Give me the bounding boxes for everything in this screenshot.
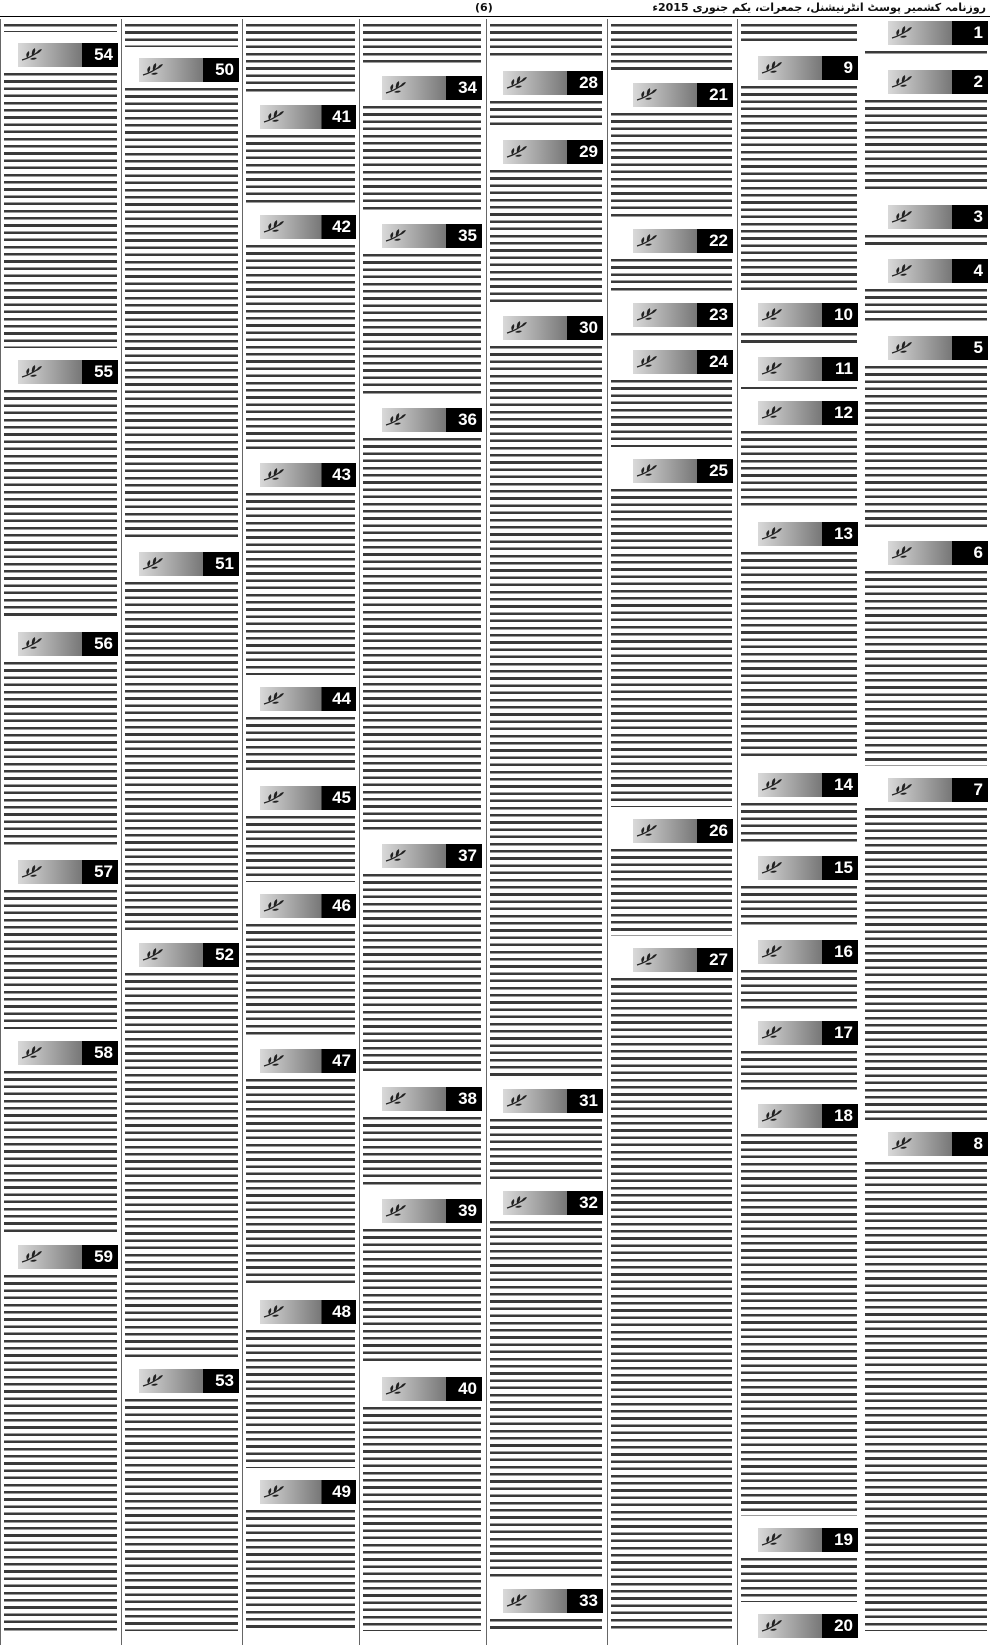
story-number-badge — [633, 948, 733, 972]
story-number: 16 — [834, 942, 853, 961]
story-number: 56 — [94, 634, 113, 653]
story-body-text — [865, 286, 987, 331]
story-number-badge — [260, 1049, 356, 1073]
story-number: 15 — [834, 858, 853, 877]
leaf-sprig-icon — [891, 73, 913, 91]
story-body-text — [490, 1616, 602, 1638]
page-header — [0, 0, 990, 17]
leaf-sprig-icon — [142, 1372, 164, 1390]
story-number-badge — [758, 1104, 858, 1128]
leaf-sprig-icon — [263, 1303, 285, 1321]
story-body-text — [611, 486, 732, 814]
story-body-text — [4, 70, 117, 355]
leaf-sprig-icon — [21, 863, 43, 881]
news-column — [0, 19, 120, 1645]
story-number-badge — [888, 778, 988, 802]
story-number-badge — [260, 1300, 356, 1324]
story-body-text — [125, 970, 238, 1364]
story-number: 29 — [579, 142, 598, 161]
story-number: 59 — [94, 1247, 113, 1266]
leaf-sprig-icon — [263, 1483, 285, 1501]
leaf-sprig-icon — [636, 822, 658, 840]
news-column — [242, 19, 358, 1645]
story-number: 19 — [834, 1530, 853, 1549]
story-body-text — [246, 921, 355, 1044]
story-number: 51 — [215, 554, 234, 573]
leaf-sprig-icon — [263, 108, 285, 126]
story-number-badge — [758, 357, 858, 381]
story-number: 50 — [215, 60, 234, 79]
leaf-sprig-icon — [385, 227, 407, 245]
story-number: 24 — [709, 352, 728, 371]
story-number-badge — [503, 1191, 603, 1215]
story-body-text — [246, 242, 355, 458]
story-number: 57 — [94, 862, 113, 881]
story-number-badge — [758, 401, 858, 425]
story-number: 43 — [332, 465, 351, 484]
story-number: 2 — [973, 72, 983, 91]
story-body-text — [246, 1327, 355, 1475]
story-number: 26 — [709, 821, 728, 840]
story-body-text — [490, 167, 602, 311]
story-body-text — [865, 568, 987, 773]
leaf-sprig-icon — [761, 1531, 783, 1549]
story-number: 25 — [709, 461, 728, 480]
story-number: 13 — [834, 524, 853, 543]
story-number-badge — [18, 1041, 118, 1065]
leaf-sprig-icon — [506, 1592, 528, 1610]
leaf-sprig-icon — [142, 555, 164, 573]
story-number-badge — [18, 860, 118, 884]
leaf-sprig-icon — [761, 404, 783, 422]
story-number: 27 — [709, 950, 728, 969]
story-number-badge — [633, 303, 733, 327]
story-number-badge — [139, 1369, 239, 1393]
leaf-sprig-icon — [761, 859, 783, 877]
leaf-sprig-icon — [761, 1024, 783, 1042]
story-number-badge — [888, 70, 988, 94]
story-number-badge — [260, 215, 356, 239]
story-body-text — [4, 887, 117, 1036]
leaf-sprig-icon — [761, 525, 783, 543]
story-number: 41 — [332, 107, 351, 126]
leaf-sprig-icon — [506, 143, 528, 161]
story-number: 8 — [973, 1134, 983, 1153]
story-number: 44 — [332, 689, 351, 708]
story-body-text — [4, 1272, 117, 1638]
leaf-sprig-icon — [636, 462, 658, 480]
leaf-sprig-icon — [761, 1107, 783, 1125]
story-number-badge — [260, 1480, 356, 1504]
story-number-badge — [758, 1021, 858, 1045]
leaf-sprig-icon — [891, 781, 913, 799]
story-body-text — [490, 1116, 602, 1186]
story-number: 39 — [458, 1201, 477, 1220]
story-body-text — [741, 800, 857, 851]
article-text-continued — [4, 21, 117, 39]
story-number: 42 — [332, 217, 351, 236]
story-body-text — [363, 103, 481, 219]
article-text-continued — [490, 21, 602, 67]
story-number-badge — [260, 687, 356, 711]
leaf-sprig-icon — [21, 363, 43, 381]
story-number-badge — [888, 21, 988, 45]
story-body-text — [611, 377, 732, 454]
story-number-badge — [382, 408, 482, 432]
story-body-text — [611, 330, 732, 345]
leaf-sprig-icon — [636, 306, 658, 324]
leaf-sprig-icon — [263, 690, 285, 708]
news-column — [737, 19, 860, 1645]
story-number-badge — [888, 336, 988, 360]
story-number: 36 — [458, 410, 477, 429]
story-number-badge — [503, 71, 603, 95]
story-body-text — [363, 251, 481, 403]
story-number: 21 — [709, 85, 728, 104]
leaf-sprig-icon — [891, 544, 913, 562]
story-number-badge — [382, 76, 482, 100]
story-number: 3 — [973, 207, 983, 226]
article-text-continued — [246, 21, 355, 101]
story-number-badge — [758, 773, 858, 797]
story-number: 33 — [579, 1591, 598, 1610]
story-body-text — [865, 1159, 987, 1638]
leaf-sprig-icon — [891, 339, 913, 357]
leaf-sprig-icon — [761, 360, 783, 378]
story-number-badge — [382, 1199, 482, 1223]
leaf-sprig-icon — [21, 1248, 43, 1266]
news-column — [862, 19, 990, 1645]
story-number-badge — [888, 259, 988, 283]
story-number-badge — [758, 303, 858, 327]
leaf-sprig-icon — [263, 897, 285, 915]
story-number-badge — [503, 1089, 603, 1113]
story-number: 35 — [458, 226, 477, 245]
story-number: 9 — [843, 58, 853, 77]
story-body-text — [741, 1555, 857, 1609]
news-column — [359, 19, 484, 1645]
leaf-sprig-icon — [891, 1135, 913, 1153]
story-body-text — [741, 549, 857, 768]
story-body-text — [246, 490, 355, 682]
leaf-sprig-icon — [385, 411, 407, 429]
leaf-sprig-icon — [761, 943, 783, 961]
story-body-text — [363, 1114, 481, 1194]
article-text-continued — [363, 21, 481, 72]
story-number-badge — [758, 1528, 858, 1552]
story-number: 28 — [579, 73, 598, 92]
story-number: 55 — [94, 362, 113, 381]
story-body-text — [4, 659, 117, 855]
page-number: (6) — [475, 1, 493, 14]
story-body-text — [865, 363, 987, 536]
story-body-text — [4, 1068, 117, 1240]
story-number: 49 — [332, 1482, 351, 1501]
story-number-badge — [758, 56, 858, 80]
leaf-sprig-icon — [385, 1380, 407, 1398]
story-body-text — [4, 387, 117, 627]
story-body-text — [741, 83, 857, 298]
story-body-text — [611, 110, 732, 224]
leaf-sprig-icon — [636, 86, 658, 104]
news-column — [607, 19, 735, 1645]
story-number-badge — [888, 541, 988, 565]
leaf-sprig-icon — [21, 46, 43, 64]
leaf-sprig-icon — [263, 466, 285, 484]
article-text-continued — [741, 21, 857, 52]
story-number-badge — [503, 1589, 603, 1613]
story-body-text — [741, 883, 857, 935]
leaf-sprig-icon — [385, 847, 407, 865]
story-body-text — [363, 1226, 481, 1372]
story-body-text — [125, 1396, 238, 1638]
story-number: 32 — [579, 1193, 598, 1212]
story-body-text — [363, 1404, 481, 1638]
leaf-sprig-icon — [21, 1044, 43, 1062]
story-body-text — [246, 1076, 355, 1295]
story-number-badge — [758, 856, 858, 880]
story-body-text — [865, 805, 987, 1127]
story-number: 22 — [709, 231, 728, 250]
story-number: 58 — [94, 1043, 113, 1062]
story-number-badge — [633, 83, 733, 107]
masthead-dateline: روزنامہ کشمیر پوسٹ انٹرنیشنل، جمعرات، یکم جنوری 2015ء — [652, 1, 986, 14]
story-number: 12 — [834, 403, 853, 422]
story-body-text — [125, 85, 238, 547]
story-number: 38 — [458, 1089, 477, 1108]
story-number: 40 — [458, 1379, 477, 1398]
news-column — [486, 19, 605, 1645]
leaf-sprig-icon — [891, 208, 913, 226]
story-number-badge — [888, 205, 988, 229]
story-number-badge — [633, 350, 733, 374]
story-number-badge — [503, 316, 603, 340]
story-number-badge — [758, 940, 858, 964]
story-number-badge — [382, 1377, 482, 1401]
story-body-text — [490, 1218, 602, 1584]
story-number: 37 — [458, 846, 477, 865]
story-number-badge — [888, 1132, 988, 1156]
story-body-text — [741, 1048, 857, 1099]
story-number-badge — [18, 43, 118, 67]
story-number: 14 — [834, 775, 853, 794]
story-number: 17 — [834, 1023, 853, 1042]
story-number-badge — [758, 1614, 858, 1638]
story-body-text — [611, 846, 732, 943]
story-number-badge — [758, 522, 858, 546]
leaf-sprig-icon — [636, 353, 658, 371]
story-body-text — [490, 343, 602, 1084]
story-number-badge — [260, 786, 356, 810]
story-body-text — [865, 232, 987, 254]
story-number-badge — [260, 463, 356, 487]
story-number-badge — [18, 632, 118, 656]
leaf-sprig-icon — [142, 61, 164, 79]
story-body-text — [363, 435, 481, 839]
story-number: 6 — [973, 543, 983, 562]
leaf-sprig-icon — [891, 262, 913, 280]
story-number: 34 — [458, 78, 477, 97]
story-number-badge — [633, 819, 733, 843]
story-number: 53 — [215, 1371, 234, 1390]
story-number: 7 — [973, 780, 983, 799]
story-body-text — [246, 132, 355, 210]
story-number: 1 — [973, 23, 983, 42]
story-number-badge — [633, 459, 733, 483]
story-body-text — [363, 871, 481, 1082]
leaf-sprig-icon — [142, 946, 164, 964]
story-number: 48 — [332, 1302, 351, 1321]
story-body-text — [865, 97, 987, 200]
leaf-sprig-icon — [636, 232, 658, 250]
leaf-sprig-icon — [263, 218, 285, 236]
leaf-sprig-icon — [385, 79, 407, 97]
leaf-sprig-icon — [761, 776, 783, 794]
story-number-badge — [633, 229, 733, 253]
story-number: 18 — [834, 1106, 853, 1125]
leaf-sprig-icon — [506, 74, 528, 92]
story-number-badge — [382, 1087, 482, 1111]
story-number-badge — [260, 894, 356, 918]
story-number: 52 — [215, 945, 234, 964]
story-body-text — [125, 579, 238, 938]
story-body-text — [611, 256, 732, 298]
story-body-text — [246, 1507, 355, 1638]
leaf-sprig-icon — [636, 951, 658, 969]
leaf-sprig-icon — [506, 1194, 528, 1212]
leaf-sprig-icon — [263, 789, 285, 807]
story-number: 46 — [332, 896, 351, 915]
leaf-sprig-icon — [385, 1202, 407, 1220]
story-number-badge — [260, 105, 356, 129]
leaf-sprig-icon — [21, 635, 43, 653]
story-body-text — [741, 428, 857, 517]
story-number: 10 — [834, 305, 853, 324]
leaf-sprig-icon — [385, 1090, 407, 1108]
story-number-badge — [18, 360, 118, 384]
leaf-sprig-icon — [761, 59, 783, 77]
leaf-sprig-icon — [891, 24, 913, 42]
leaf-sprig-icon — [506, 1092, 528, 1110]
article-text-continued — [611, 21, 732, 79]
leaf-sprig-icon — [761, 1617, 783, 1635]
story-number: 23 — [709, 305, 728, 324]
story-number: 5 — [973, 338, 983, 357]
story-body-text — [741, 1131, 857, 1523]
story-number-badge — [503, 140, 603, 164]
story-number-badge — [18, 1245, 118, 1269]
story-body-text — [741, 384, 857, 396]
story-number-badge — [139, 58, 239, 82]
story-body-text — [741, 330, 857, 352]
story-number: 4 — [973, 261, 983, 280]
story-body-text — [490, 98, 602, 135]
story-number: 11 — [835, 359, 853, 378]
story-number: 20 — [834, 1616, 853, 1635]
article-text-continued — [125, 21, 238, 54]
story-body-text — [741, 967, 857, 1016]
story-number-badge — [382, 844, 482, 868]
story-number: 54 — [94, 45, 113, 64]
story-number-badge — [139, 943, 239, 967]
story-number: 47 — [332, 1051, 351, 1070]
story-body-text — [865, 48, 987, 65]
leaf-sprig-icon — [761, 306, 783, 324]
story-number: 31 — [579, 1091, 598, 1110]
story-body-text — [246, 714, 355, 781]
story-body-text — [246, 813, 355, 889]
story-number: 30 — [579, 318, 598, 337]
story-number-badge — [139, 552, 239, 576]
news-column — [121, 19, 241, 1645]
leaf-sprig-icon — [506, 319, 528, 337]
story-body-text — [611, 975, 732, 1638]
story-number: 45 — [332, 788, 351, 807]
story-number-badge — [382, 224, 482, 248]
leaf-sprig-icon — [263, 1052, 285, 1070]
